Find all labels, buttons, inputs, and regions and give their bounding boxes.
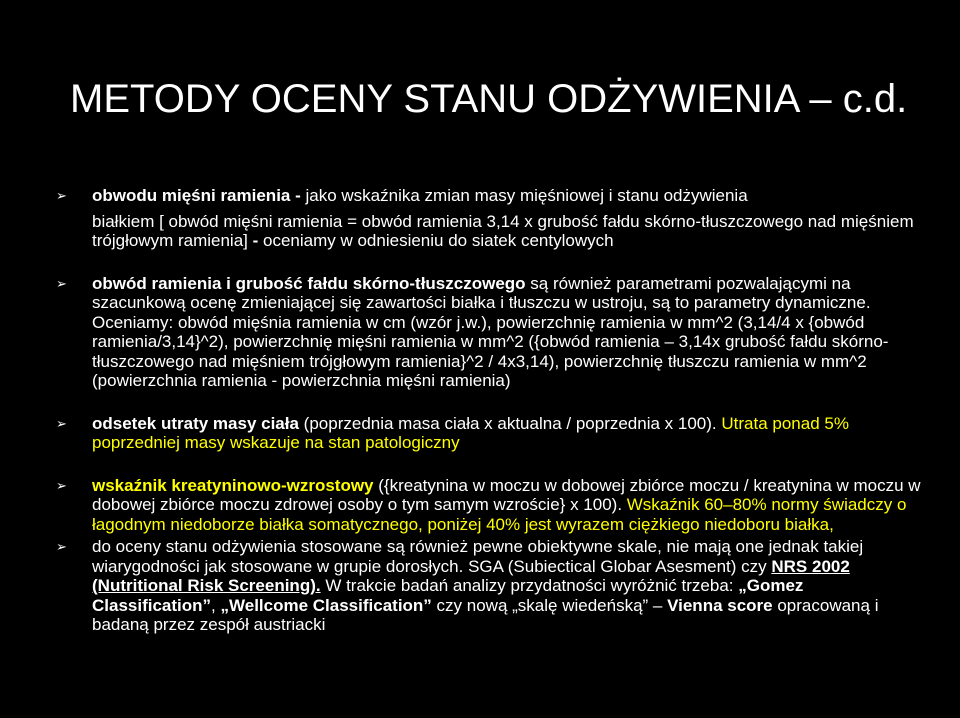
bullet-item — [56, 414, 926, 453]
arrow-bullet-icon: ➢ — [56, 477, 67, 493]
slide-title: METODY OCENY STANU ODŻYWIENIA – c.d. — [70, 77, 908, 121]
bullet-text: , — [211, 595, 221, 615]
bullet-continuation — [56, 212, 926, 251]
gomez-reference: „Gomez Classification” — [92, 576, 804, 615]
bullet-text: czy nową „skalę wiedeńską” – — [431, 595, 668, 615]
vienna-reference: Vienna score — [667, 595, 773, 615]
bullet-item — [56, 537, 926, 635]
bullet-text: opracowaną i badaną przez zespół austriacki — [92, 595, 879, 634]
bullet-text-highlight: Utrata ponad 5% poprzedniej masy wskazuje na stan patologiczny — [92, 413, 849, 452]
bullet-text: ({kreatynina w moczu w dobowej zbiórce moczu / kreatynina w moczu w dobowej zbiórce moczu zdrowej osoby o tym samym wzroście} x 100). — [92, 475, 921, 514]
bullet-lead: obwodu mięśni ramienia - — [92, 186, 306, 205]
bullet-text: oceniamy w odniesieniu do siatek centylowych — [263, 231, 614, 250]
nrs-reference: NRS 2002 (Nutritional Risk Screening). — [92, 556, 850, 595]
bullet-list — [56, 186, 926, 635]
arrow-bullet-icon: ➢ — [56, 188, 67, 203]
arrow-bullet-icon: ➢ — [56, 415, 67, 431]
bullet-item — [56, 476, 926, 535]
bullet-text: białkiem [ obwód mięśni ramienia = obwód ramienia 3,14 x grubość fałdu skórno-tłuszczowego nad mięśniem trójgłowym ramienia] — [92, 211, 914, 250]
bullet-text: - — [252, 231, 263, 250]
bullet-text: jako wskaźnika zmian masy mięśniowej i stanu odżywienia — [305, 186, 748, 205]
bullet-lead: obwód ramienia i grubość fałdu skórno-tłuszczowego — [92, 273, 526, 293]
bullet-item — [56, 274, 926, 391]
bullet-item — [56, 186, 926, 206]
arrow-bullet-icon: ➢ — [56, 539, 67, 554]
bullet-text: (poprzednia masa ciała x aktualna / poprzednia x 100). — [298, 413, 722, 433]
arrow-bullet-icon: ➢ — [56, 275, 67, 291]
wellcome-reference: „Wellcome Classification” — [220, 595, 432, 615]
bullet-lead: wskaźnik kreatyninowo-wzrostowy — [92, 475, 374, 495]
bullet-text: do oceny stanu odżywienia stosowane są również pewne obiektywne skale, nie mają one jednak takiej wiarygodności jak stosowane w grupie dorosłych. SGA (Subiectical Globar Asesment) czy — [92, 537, 864, 576]
bullet-text: są również parametrami pozwalającymi na szacunkową ocenę zmieniającej się zawartości białka i tłuszczu w ustroju, są to parametry dynamiczne. Oceniamy: obwód mięśnia ramienia w cm (wzór j.w.), powierzchnię ramienia w mm^2 (3,14/4 x {obwód ramienia/3,14}^2), powierzchnię mięśni ramienia w mm^2 ({obwód ramienia – 3,14x grubość fałdu skórno-tłuszczowego nad mięśniem trójgłowym ramienia}^2 / 4x3,14), powierzchnię tłuszczu ramienia w mm^2 (powierzchnia ramienia - powierzchnia mięśni ramienia) — [92, 273, 889, 390]
bullet-text: W trakcie badań analizy przydatności wyróżnić trzeba: — [320, 576, 739, 595]
bullet-text-highlight: Wskaźnik 60–80% normy świadczy o łagodnym niedoborze białka somatycznego, poniżej 40% jest wyrazem ciężkiego niedoboru białka, — [92, 495, 907, 534]
bullet-lead: odsetek utraty masy ciała — [92, 413, 299, 433]
